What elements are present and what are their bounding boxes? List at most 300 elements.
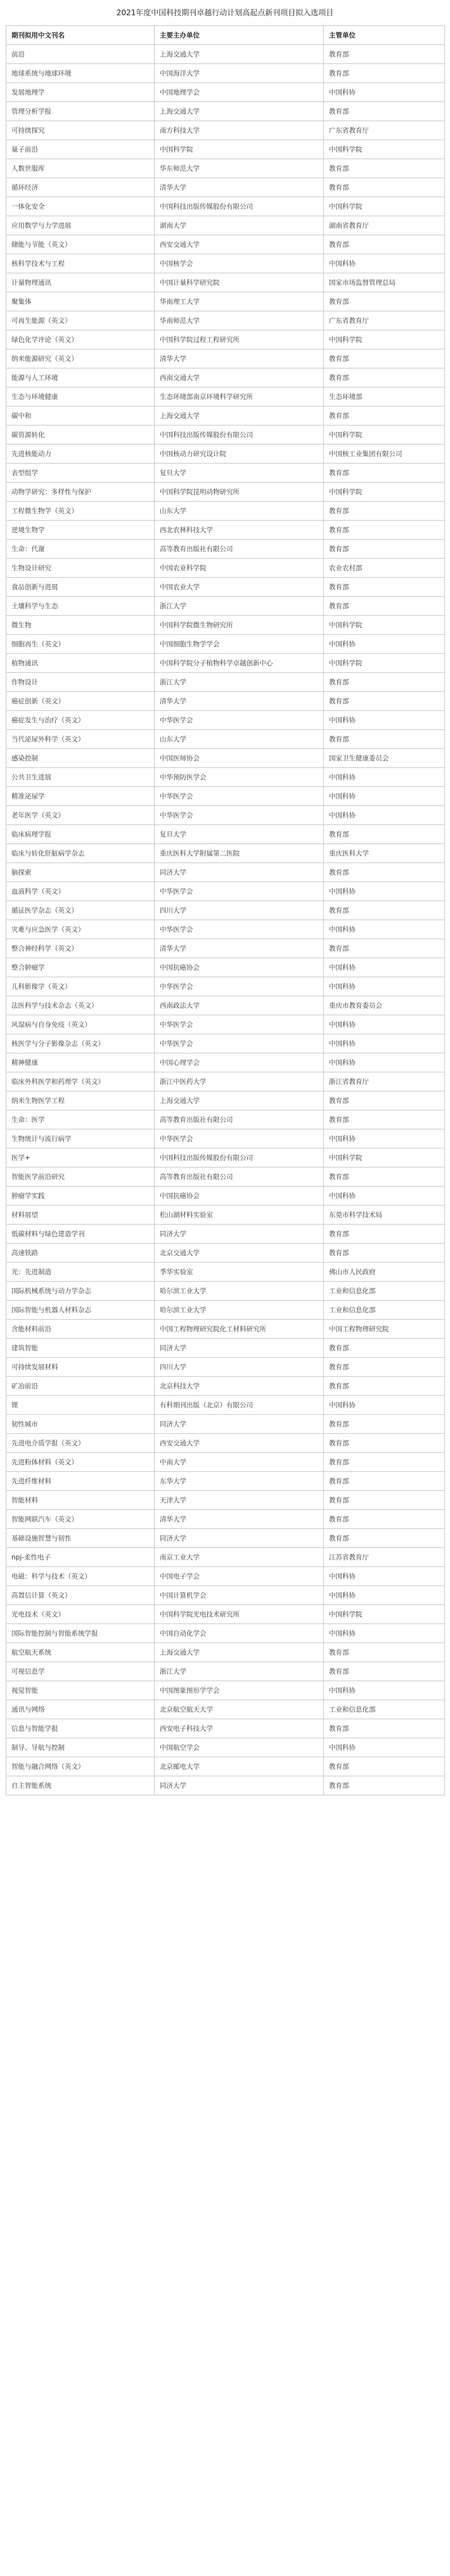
table-row (6, 806, 445, 825)
cell-sponsor: 浙江大学 (155, 1662, 324, 1681)
cell-sponsor: 中国心理学会 (155, 1053, 324, 1072)
cell-journal-name: 纳米生物医学工程 (6, 1091, 155, 1110)
cell-sponsor: 上海交通大学 (155, 1091, 324, 1110)
cell-sponsor: 北京交通大学 (155, 1244, 324, 1263)
table-row (6, 901, 445, 920)
table-row (6, 1339, 445, 1358)
cell-supervisor: 重庆医科大学 (324, 844, 445, 863)
header-row (6, 26, 445, 45)
table-row (6, 844, 445, 863)
cell-journal-name: 一体化安全 (6, 197, 155, 216)
cell-journal-name: 可持续发展材料 (6, 1358, 155, 1377)
table-row (6, 654, 445, 673)
table-row (6, 1434, 445, 1453)
cell-supervisor: 工业和信息化部 (324, 1301, 445, 1320)
cell-sponsor: 中华医学会 (155, 1015, 324, 1034)
cell-journal-name: 绿色化学评论（英文） (6, 330, 155, 349)
table-row (6, 387, 445, 407)
cell-journal-name: 材料展望 (6, 1206, 155, 1225)
cell-sponsor: 清华大学 (155, 692, 324, 711)
cell-supervisor: 中国科协 (324, 254, 445, 273)
cell-journal-name: 法医科学与技术杂志（英文） (6, 996, 155, 1015)
cell-supervisor: 中国科协 (324, 1586, 445, 1605)
cell-journal-name: 可再生能源（英文） (6, 311, 155, 330)
cell-supervisor: 教育部 (324, 235, 445, 254)
table-row (6, 1110, 445, 1129)
cell-supervisor: 中国科学院 (324, 1148, 445, 1168)
cell-journal-name: 灾难与应急医学（英文） (6, 920, 155, 939)
cell-sponsor: 清华大学 (155, 939, 324, 958)
cell-journal-name: 韧性城市 (6, 1415, 155, 1434)
table-row (6, 1776, 445, 1795)
cell-sponsor: 中国地理学会 (155, 83, 324, 102)
table-row (6, 958, 445, 977)
cell-supervisor: 中国科协 (324, 958, 445, 977)
cell-supervisor: 教育部 (324, 45, 445, 64)
cell-sponsor: 浙江中医药大学 (155, 1072, 324, 1091)
table-row (6, 216, 445, 235)
cell-sponsor: 中国科学院 (155, 140, 324, 159)
cell-supervisor: 国家卫生健康委员会 (324, 749, 445, 768)
cell-journal-name: 先进电介质学报（英文） (6, 1434, 155, 1453)
cell-supervisor: 中国科协 (324, 806, 445, 825)
cell-journal-name: 精神健康 (6, 1053, 155, 1072)
cell-sponsor: 华南理工大学 (155, 292, 324, 311)
table-row (6, 1700, 445, 1719)
cell-supervisor: 教育部 (324, 464, 445, 483)
cell-supervisor: 中国科协 (324, 1396, 445, 1415)
cell-journal-name: 循环经济 (6, 178, 155, 197)
cell-journal-name: 前沿 (6, 45, 155, 64)
table-row (6, 730, 445, 749)
table-row (6, 140, 445, 159)
cell-supervisor: 教育部 (324, 1091, 445, 1110)
table-row (6, 1263, 445, 1282)
cell-supervisor: 浙江省教育厅 (324, 1072, 445, 1091)
cell-supervisor: 教育部 (324, 1491, 445, 1510)
cell-supervisor: 教育部 (324, 1434, 445, 1453)
cell-supervisor: 中国科学院 (324, 140, 445, 159)
cell-supervisor: 教育部 (324, 1339, 445, 1358)
cell-sponsor: 西安交通大学 (155, 1434, 324, 1453)
cell-sponsor: 中国自动化学会 (155, 1624, 324, 1643)
cell-journal-name: 计量物理通讯 (6, 273, 155, 292)
cell-journal-name: 植物通讯 (6, 654, 155, 673)
cell-journal-name: 医学+ (6, 1148, 155, 1168)
cell-supervisor: 教育部 (324, 368, 445, 387)
cell-journal-name: 智能医学前沿研究 (6, 1168, 155, 1187)
cell-supervisor: 教育部 (324, 64, 445, 83)
table-row (6, 502, 445, 521)
cell-journal-name: 风湿病与自身免疫（英文） (6, 1015, 155, 1034)
cell-sponsor: 中国科学院微生物研究所 (155, 616, 324, 635)
cell-journal-name: 矿冶前沿 (6, 1377, 155, 1396)
cell-sponsor: 上海交通大学 (155, 102, 324, 121)
table-row (6, 768, 445, 787)
cell-supervisor: 教育部 (324, 102, 445, 121)
cell-supervisor: 教育部 (324, 1510, 445, 1529)
cell-supervisor: 教育部 (324, 1529, 445, 1548)
table-row (6, 483, 445, 502)
cell-supervisor: 教育部 (324, 863, 445, 882)
cell-journal-name: 光电技术（英文） (6, 1605, 155, 1624)
cell-supervisor: 教育部 (324, 502, 445, 521)
column-header-supervisor: 主管单位 (324, 26, 445, 45)
cell-supervisor: 教育部 (324, 1757, 445, 1776)
table-row (6, 920, 445, 939)
table-row (6, 1301, 445, 1320)
cell-journal-name: 智能与融合网络（英文） (6, 1757, 155, 1776)
cell-sponsor: 中华医学会 (155, 806, 324, 825)
cell-sponsor: 中国科技出版传媒股份有限公司 (155, 1148, 324, 1168)
cell-sponsor: 湖南大学 (155, 216, 324, 235)
cell-journal-name: 碳中和 (6, 407, 155, 426)
table-row (6, 1662, 445, 1681)
table-row (6, 1643, 445, 1662)
cell-sponsor: 哈尔滨工业大学 (155, 1301, 324, 1320)
cell-supervisor: 教育部 (324, 1244, 445, 1263)
cell-journal-name: 肿瘤学实践 (6, 1187, 155, 1206)
table-row (6, 863, 445, 882)
document-title: 2021年度中国科技期刊卓越行动计划高起点新刊项目拟入选项目 (116, 8, 334, 17)
cell-sponsor: 四川大学 (155, 901, 324, 920)
cell-journal-name: 航空航天系统 (6, 1643, 155, 1662)
cell-journal-name: 核医学与分子影像杂志（英文） (6, 1034, 155, 1053)
cell-sponsor: 高等教育出版社有限公司 (155, 540, 324, 559)
cell-journal-name: 微生物 (6, 616, 155, 635)
table-body (6, 45, 445, 1795)
table-row (6, 1586, 445, 1605)
cell-sponsor: 中国科技出版传媒股份有限公司 (155, 426, 324, 445)
table-row (6, 1453, 445, 1472)
table-row (6, 1072, 445, 1091)
cell-supervisor: 教育部 (324, 901, 445, 920)
cell-supervisor: 中国科协 (324, 1567, 445, 1586)
cell-sponsor: 北京邮电大学 (155, 1757, 324, 1776)
table-row (6, 1129, 445, 1148)
cell-journal-name: 应用数学与力学进展 (6, 216, 155, 235)
cell-journal-name: 发展地理学 (6, 83, 155, 102)
table-row (6, 1757, 445, 1776)
table-row (6, 1034, 445, 1053)
column-header-sponsor: 主要主办单位 (155, 26, 324, 45)
cell-supervisor: 中国科协 (324, 1015, 445, 1034)
cell-sponsor: 中国抗癌协会 (155, 958, 324, 977)
cell-journal-name: 血液科学（英文） (6, 882, 155, 901)
cell-supervisor: 教育部 (324, 730, 445, 749)
table-row (6, 349, 445, 368)
cell-sponsor: 清华大学 (155, 178, 324, 197)
cell-sponsor: 中国计量科学研究院 (155, 273, 324, 292)
cell-journal-name: 可视信息学 (6, 1662, 155, 1681)
cell-sponsor: 中华医学会 (155, 977, 324, 996)
table-row (6, 673, 445, 692)
cell-supervisor: 中国科协 (324, 1624, 445, 1643)
cell-journal-name: 信息与智能学报 (6, 1719, 155, 1738)
table-row (6, 1053, 445, 1072)
table-row (6, 1282, 445, 1301)
table-row (6, 121, 445, 140)
cell-supervisor: 教育部 (324, 1168, 445, 1187)
cell-supervisor: 教育部 (324, 1662, 445, 1681)
cell-supervisor: 中国科学院 (324, 654, 445, 673)
cell-journal-name: 儿科影像学（英文） (6, 977, 155, 996)
cell-journal-name: 核科学技术与工程 (6, 254, 155, 273)
cell-sponsor: 中国计算机学会 (155, 1586, 324, 1605)
table-header (6, 26, 445, 45)
cell-supervisor: 教育部 (324, 1472, 445, 1491)
cell-journal-name: 碳资源转化 (6, 426, 155, 445)
cell-supervisor: 工业和信息化部 (324, 1700, 445, 1719)
cell-journal-name: 癌症创新（英文） (6, 692, 155, 711)
cell-supervisor: 中国科协 (324, 882, 445, 901)
table-row (6, 597, 445, 616)
cell-sponsor: 南方科技大学 (155, 121, 324, 140)
cell-supervisor: 中国核工业集团有限公司 (324, 445, 445, 464)
cell-supervisor: 广东省教育厅 (324, 311, 445, 330)
cell-journal-name: 脑探索 (6, 863, 155, 882)
table-row (6, 521, 445, 540)
cell-supervisor: 教育部 (324, 1358, 445, 1377)
cell-supervisor: 中国科协 (324, 1034, 445, 1053)
cell-journal-name: 光：先进制造 (6, 1263, 155, 1282)
cell-supervisor: 生态环境部 (324, 387, 445, 407)
cell-sponsor: 中华医学会 (155, 1034, 324, 1053)
cell-journal-name: 当代泌尿外科学（英文） (6, 730, 155, 749)
table-row (6, 407, 445, 426)
cell-sponsor: 中国核动力研究设计院 (155, 445, 324, 464)
cell-supervisor: 教育部 (324, 1453, 445, 1472)
column-header-journal-name: 期刊拟用中文刊名 (6, 26, 155, 45)
cell-journal-name: 国际智能控制与智能系统学报 (6, 1624, 155, 1643)
cell-supervisor: 教育部 (324, 521, 445, 540)
cell-journal-name: 临床与转化肝脏病学杂志 (6, 844, 155, 863)
cell-supervisor: 教育部 (324, 407, 445, 426)
table-row (6, 939, 445, 958)
cell-sponsor: 中国农业大学 (155, 578, 324, 597)
cell-journal-name: 整合神经科学（英文） (6, 939, 155, 958)
cell-sponsor: 中华预防医学会 (155, 768, 324, 787)
table-row (6, 159, 445, 178)
cell-supervisor: 中国科学院 (324, 197, 445, 216)
cell-journal-name: 细胞再生（英文） (6, 635, 155, 654)
cell-supervisor: 中国工程物理研究院 (324, 1320, 445, 1339)
table-row (6, 1548, 445, 1567)
cell-sponsor: 中国航空学会 (155, 1738, 324, 1757)
table-row (6, 692, 445, 711)
table-row (6, 1510, 445, 1529)
cell-sponsor: 中国抗癌协会 (155, 1187, 324, 1206)
cell-supervisor: 中国科协 (324, 1129, 445, 1148)
table-row (6, 1148, 445, 1168)
table-row (6, 559, 445, 578)
cell-supervisor: 中国科协 (324, 768, 445, 787)
cell-sponsor: 高等教育出版社有限公司 (155, 1168, 324, 1187)
cell-supervisor: 农业农村部 (324, 559, 445, 578)
cell-supervisor: 教育部 (324, 178, 445, 197)
cell-sponsor: 中国电子学会 (155, 1567, 324, 1586)
cell-supervisor: 中国科协 (324, 920, 445, 939)
cell-sponsor: 松山湖材料实验室 (155, 1206, 324, 1225)
table-row (6, 1168, 445, 1187)
cell-journal-name: 癌症发生与治疗（英文） (6, 711, 155, 730)
table-row (6, 235, 445, 254)
cell-supervisor: 工业和信息化部 (324, 1282, 445, 1301)
cell-journal-name: 高速铁路 (6, 1244, 155, 1263)
table-row (6, 635, 445, 654)
cell-sponsor: 同济大学 (155, 1225, 324, 1244)
table-row (6, 616, 445, 635)
cell-supervisor: 教育部 (324, 1225, 445, 1244)
cell-supervisor: 中国科协 (324, 83, 445, 102)
cell-sponsor: 中国海洋大学 (155, 64, 324, 83)
cell-sponsor: 中华医学会 (155, 711, 324, 730)
cell-supervisor: 中国科协 (324, 711, 445, 730)
table-row (6, 977, 445, 996)
table-row (6, 1320, 445, 1339)
cell-sponsor: 中国核学会 (155, 254, 324, 273)
cell-supervisor: 教育部 (324, 673, 445, 692)
cell-sponsor: 中国细胞生物学学会 (155, 635, 324, 654)
table-row (6, 711, 445, 730)
cell-supervisor: 教育部 (324, 1415, 445, 1434)
table-row (6, 1605, 445, 1624)
table-row (6, 445, 445, 464)
cell-sponsor: 中国科技出版传媒股份有限公司 (155, 197, 324, 216)
cell-supervisor: 教育部 (324, 1110, 445, 1129)
cell-sponsor: 复旦大学 (155, 825, 324, 844)
table-row (6, 311, 445, 330)
table-row (6, 1472, 445, 1491)
cell-sponsor: 西安交通大学 (155, 235, 324, 254)
cell-journal-name: 食品创新与进展 (6, 578, 155, 597)
cell-sponsor: 生态环境部南京环境科学研究所 (155, 387, 324, 407)
cell-supervisor: 教育部 (324, 1719, 445, 1738)
table-row (6, 254, 445, 273)
cell-journal-name: 作物设计 (6, 673, 155, 692)
cell-sponsor: 中南大学 (155, 1453, 324, 1472)
cell-journal-name: 公共卫生进展 (6, 768, 155, 787)
cell-sponsor: 复旦大学 (155, 464, 324, 483)
cell-supervisor: 中国科学院 (324, 616, 445, 635)
table-row (6, 1015, 445, 1034)
cell-journal-name: 先进粉体材料（英文） (6, 1453, 155, 1472)
cell-journal-name: 制导、导航与控制 (6, 1738, 155, 1757)
cell-journal-name: 可持续探究 (6, 121, 155, 140)
cell-supervisor: 教育部 (324, 1377, 445, 1396)
cell-supervisor: 教育部 (324, 578, 445, 597)
cell-journal-name: 老年医学（英文） (6, 806, 155, 825)
cell-sponsor: 同济大学 (155, 1339, 324, 1358)
cell-supervisor: 教育部 (324, 825, 445, 844)
cell-journal-name: 低碳材料与绿色建造学刊 (6, 1225, 155, 1244)
cell-sponsor: 有科期刊出版（北京）有限公司 (155, 1396, 324, 1415)
cell-supervisor: 中国科学院 (324, 426, 445, 445)
cell-journal-name: 地球系统与地球环境 (6, 64, 155, 83)
table-row (6, 178, 445, 197)
cell-sponsor: 重庆医科大学附属第二医院 (155, 844, 324, 863)
cell-journal-name: 通讯与网络 (6, 1700, 155, 1719)
table-row (6, 787, 445, 806)
cell-supervisor: 教育部 (324, 1643, 445, 1662)
cell-journal-name: 国际机械系统与动力学杂志 (6, 1282, 155, 1301)
cell-journal-name: 循证医学杂志（英文） (6, 901, 155, 920)
cell-sponsor: 华东师范大学 (155, 159, 324, 178)
table-row (6, 1091, 445, 1110)
cell-supervisor: 中国科协 (324, 1681, 445, 1700)
cell-sponsor: 东华大学 (155, 1472, 324, 1491)
cell-sponsor: 同济大学 (155, 863, 324, 882)
table-row (6, 368, 445, 387)
cell-sponsor: 南京工业大学 (155, 1548, 324, 1567)
cell-journal-name: 量子前沿 (6, 140, 155, 159)
cell-sponsor: 山东大学 (155, 502, 324, 521)
cell-supervisor: 中国科学院 (324, 483, 445, 502)
cell-sponsor: 上海交通大学 (155, 45, 324, 64)
table-row (6, 1244, 445, 1263)
cell-supervisor: 中国科协 (324, 787, 445, 806)
cell-journal-name: 整合肿瘤学 (6, 958, 155, 977)
cell-sponsor: 西北农林科技大学 (155, 521, 324, 540)
cell-sponsor: 中华医学会 (155, 882, 324, 901)
table-row (6, 1187, 445, 1206)
cell-sponsor: 山东大学 (155, 730, 324, 749)
cell-sponsor: 同济大学 (155, 1415, 324, 1434)
cell-journal-name: 视觉智能 (6, 1681, 155, 1700)
cell-supervisor: 中国科协 (324, 1738, 445, 1757)
cell-journal-name: 土壤科学与生态 (6, 597, 155, 616)
cell-sponsor: 华南师范大学 (155, 311, 324, 330)
cell-sponsor: 上海交通大学 (155, 407, 324, 426)
cell-sponsor: 中国科学院分子植物科学卓越创新中心 (155, 654, 324, 673)
table-row (6, 578, 445, 597)
cell-supervisor: 教育部 (324, 159, 445, 178)
cell-journal-name: 纳米能源研究（英文） (6, 349, 155, 368)
cell-supervisor: 中国科协 (324, 1187, 445, 1206)
cell-journal-name: 人数世服库 (6, 159, 155, 178)
cell-sponsor: 中国工程物理研究院化工材料研究所 (155, 1320, 324, 1339)
table-row (6, 1719, 445, 1738)
table-row (6, 996, 445, 1015)
cell-sponsor: 季华实验室 (155, 1263, 324, 1282)
cell-supervisor: 江苏省教育厅 (324, 1548, 445, 1567)
cell-supervisor: 教育部 (324, 692, 445, 711)
table-row (6, 292, 445, 311)
cell-journal-name: 动物学研究：多样性与保护 (6, 483, 155, 502)
cell-sponsor: 中国农业科学院 (155, 559, 324, 578)
cell-sponsor: 哈尔滨工业大学 (155, 1282, 324, 1301)
cell-journal-name: 建筑智能 (6, 1339, 155, 1358)
cell-journal-name: 精准泌尿学 (6, 787, 155, 806)
cell-journal-name: 智能材料 (6, 1491, 155, 1510)
cell-journal-name: 储能与节能（英文） (6, 235, 155, 254)
table-row (6, 1529, 445, 1548)
cell-sponsor: 天津大学 (155, 1491, 324, 1510)
cell-sponsor: 西南政法大学 (155, 996, 324, 1015)
cell-supervisor: 教育部 (324, 292, 445, 311)
table-row (6, 330, 445, 349)
table-row (6, 1491, 445, 1510)
cell-supervisor: 中国科学院 (324, 1605, 445, 1624)
cell-sponsor: 西安电子科技大学 (155, 1719, 324, 1738)
table-row (6, 1738, 445, 1757)
cell-journal-name: 高置信计算（英文） (6, 1586, 155, 1605)
cell-journal-name: 表型组学 (6, 464, 155, 483)
table-row (6, 197, 445, 216)
cell-supervisor: 教育部 (324, 540, 445, 559)
cell-sponsor: 浙江大学 (155, 597, 324, 616)
table-row (6, 45, 445, 64)
